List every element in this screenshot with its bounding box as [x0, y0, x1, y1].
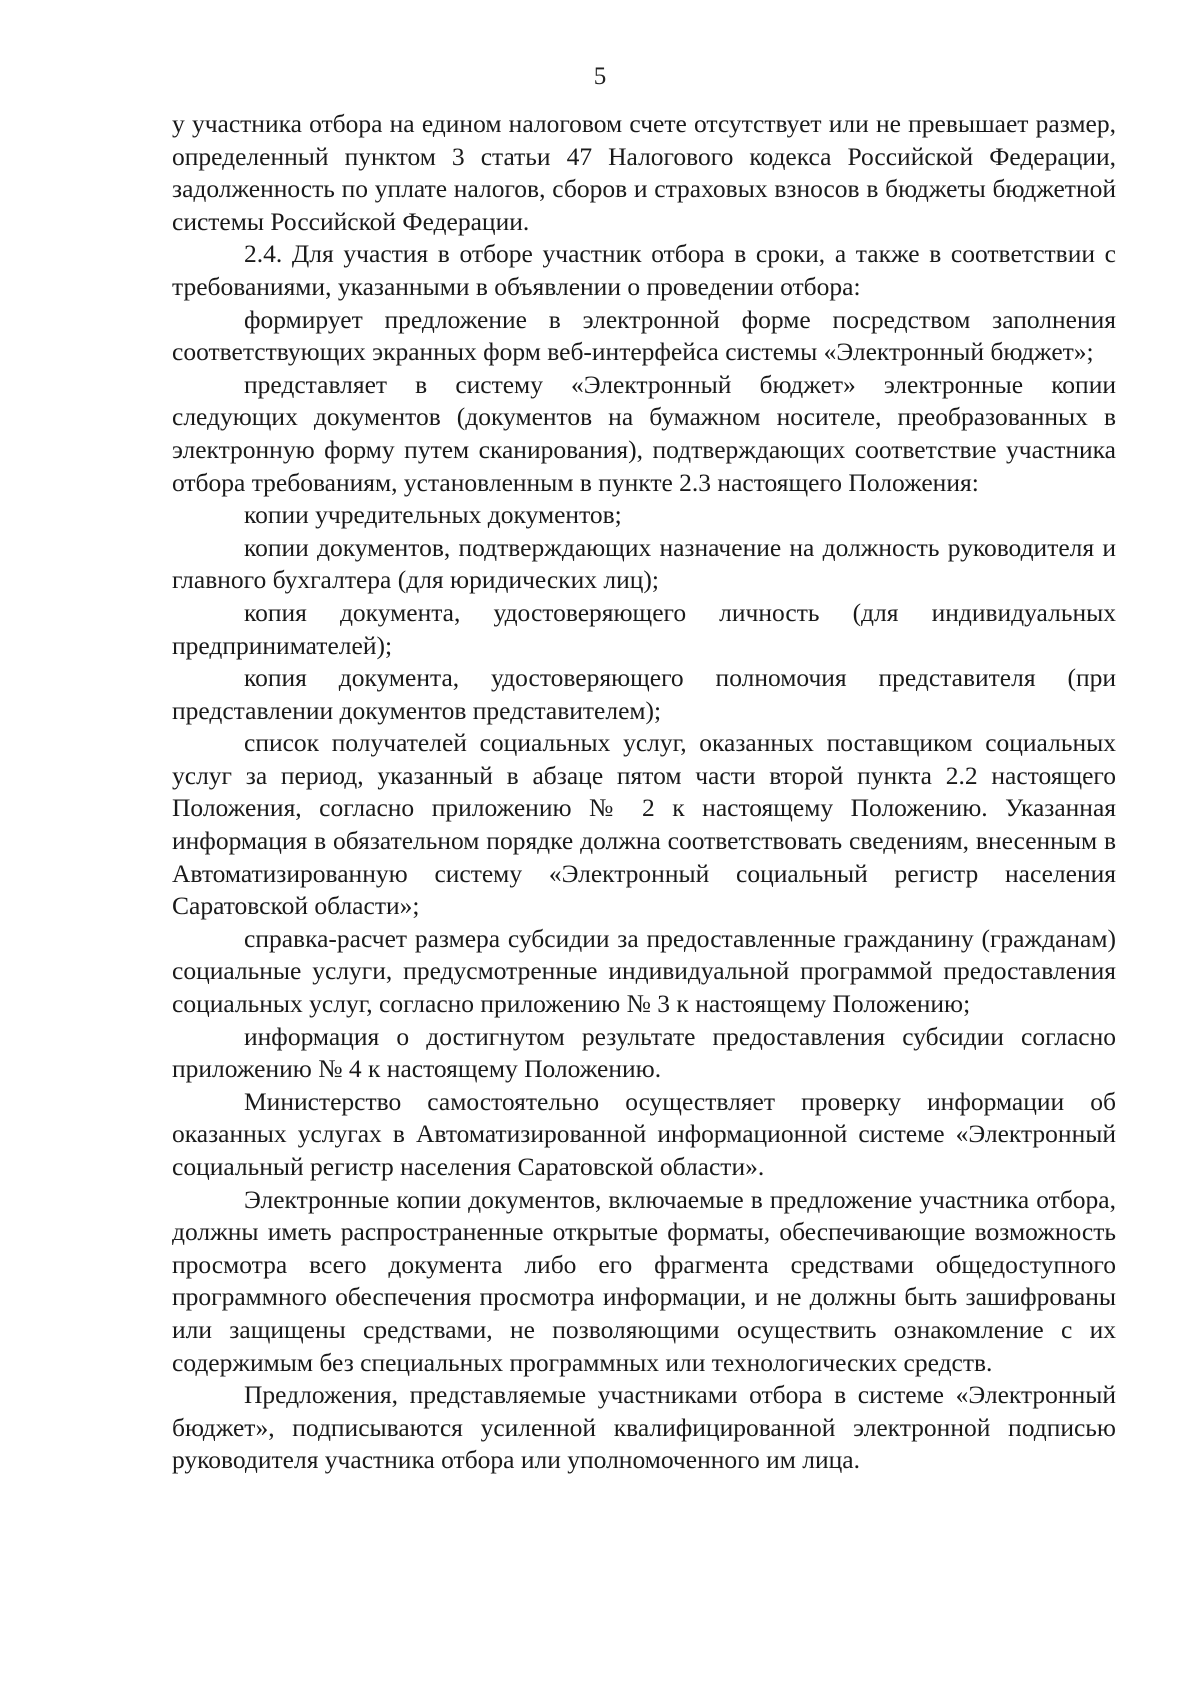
- paragraph-tax-debt: у участника отбора на едином налоговом счете отсутствует или не превышает размер, определенный пунктом 3 статьи 47 Налогового кодекса Российской Федерации, задолженность по уплате налогов, сборов и страховых взносов в бюджеты бюджетной системы Российской Федерации.: [172, 109, 1116, 236]
- list-item-representative-doc: копия документа, удостоверяющего полномочия представителя (при представлении документов представителем);: [172, 663, 1116, 725]
- paragraph-2-4: 2.4. Для участия в отборе участник отбора в сроки, а также в соответствии с требованиями, указанными в объявлении о проведении отбора:: [172, 239, 1116, 301]
- paragraph-proposal-form: формирует предложение в электронной форме посредством заполнения соответствующих экранных форм веб-интерфейса системы «Электронный бюджет»;: [172, 304, 1116, 367]
- document-body: [172, 108, 1116, 1477]
- paragraph-signature: Предложения, представляемые участниками отбора в системе «Электронный бюджет», подписываются усиленной квалифицированной электронной подписью руководителя участника отбора или уполномоченного им лица.: [172, 1380, 1116, 1475]
- paragraph-ministry-check: Министерство самостоятельно осуществляет проверку информации об оказанных услугах в Автоматизированной информационной системе «Электронный социальный регистр населения Саратовской области».: [172, 1086, 1116, 1181]
- list-item-result-info: информация о достигнутом результате предоставления субсидии согласно приложению № 4 к настоящему Положению.: [172, 1021, 1116, 1084]
- list-item-subsidy-calculation: справка-расчет размера субсидии за предоставленные гражданину (гражданам) социальные услуги, предусмотренные индивидуальной программой предоставления социальных услуг, согласно приложению № 3 к настоящему Положению;: [172, 923, 1116, 1019]
- list-item-recipients-list: список получателей социальных услуг, оказанных поставщиком социальных услуг за период, указанный в абзаце пятом части второй пункта 2.2 настоящего Положения, согласно приложению № 2 к настоящему Положению. Указанная информация в обязательном порядке должна соответствовать сведениям, внесенным в Автоматизированную систему «Электронный социальный регистр населения Саратовской области»;: [172, 728, 1116, 921]
- list-item-founding-docs: копии учредительных документов;: [244, 500, 622, 530]
- page-number: 5: [593, 63, 607, 90]
- list-item-appointment-docs: копии документов, подтверждающих назначение на должность руководителя и главного бухгалтера (для юридических лиц);: [172, 532, 1116, 595]
- paragraph-electronic-formats: Электронные копии документов, включаемые в предложение участника отбора, должны иметь распространенные открытые форматы, обеспечивающие возможность просмотра всего документа либо его фрагмента средствами общедоступного программного обеспечения просмотра информации, и не должны быть зашифрованы или защищены средствами, не позволяющими осуществить ознакомление с их содержимым без специальных программных или технологических средств.: [172, 1184, 1116, 1377]
- paragraph-document-copies: представляет в систему «Электронный бюджет» электронные копии следующих документов (документов на бумажном носителе, преобразованных в электронную форму путем сканирования), подтверждающих соответствие участника отбора требованиям, установленным в пункте 2.3 настоящего Положения:: [172, 369, 1116, 497]
- list-item-identity-doc: копия документа, удостоверяющего личность (для индивидуальных предпринимателей);: [172, 597, 1116, 660]
